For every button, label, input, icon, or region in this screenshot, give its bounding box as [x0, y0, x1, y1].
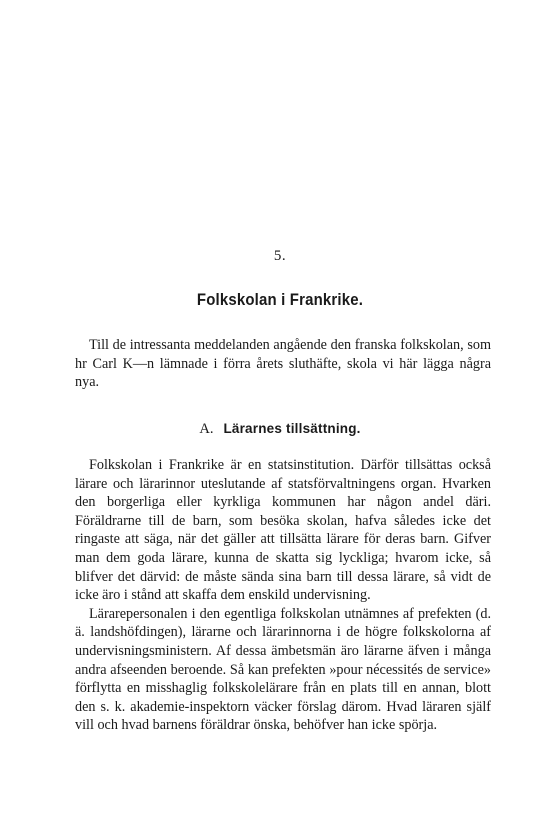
chapter-title: Folkskolan i Frankrike. — [196, 290, 364, 309]
subsection-title: Lärarnes tillsättning. — [223, 421, 361, 436]
body-text — [75, 456, 491, 735]
section-number: 5. — [273, 248, 287, 264]
body-paragraph-2: Lärarepersonalen i den egentliga folkskolan utnämnes af prefekten (d. ä. landshöfdingen), lärarne och lärarinnorna i de högre folkskolorna af undervisningsministern. Af dessa ämbetsmän äro lärarne äfven i många andra afseenden beroende. Så kan prefekten »pour nécessités de service» förflytta en misshaglig folkskolelärare från en plats till en annan, blott den s. k. akademie-inspektorn väcker förslag därom. Hvad läraren själf vill och hvad barnens föräldrar önska, behöfver han icke spörja. — [75, 605, 491, 734]
subsection-letter: A. — [199, 421, 214, 437]
intro-paragraph: Till de intressanta meddelanden angående den franska folkskolan, som hr Carl K—n lämnade i förra årets sluthäfte, skola vi här lägga några nya. — [75, 337, 491, 391]
body-paragraph-1: Folkskolan i Frankrike är en statsinstitution. Därför tillsättas också lärare och lärarinnor uteslutande af statsförvaltningens organ. Hvarken den borgerliga eller kyrkliga kommunen har någon andel däri. Föräldrarne till de barn, som besöka skolan, hafva således icke det ringaste att säga, när det gäller att tillsätta lärare för deras barn. Gifver man dem goda lärare, kunna de skatta sig lyckliga; hvarom icke, så blifver det därvid: de måste sända sina barn till dessa lärare, så vidt de icke äro i stånd att skaffa dem enskild undervisning. — [75, 457, 491, 604]
intro-block — [75, 336, 491, 392]
subsection-heading — [0, 421, 560, 438]
